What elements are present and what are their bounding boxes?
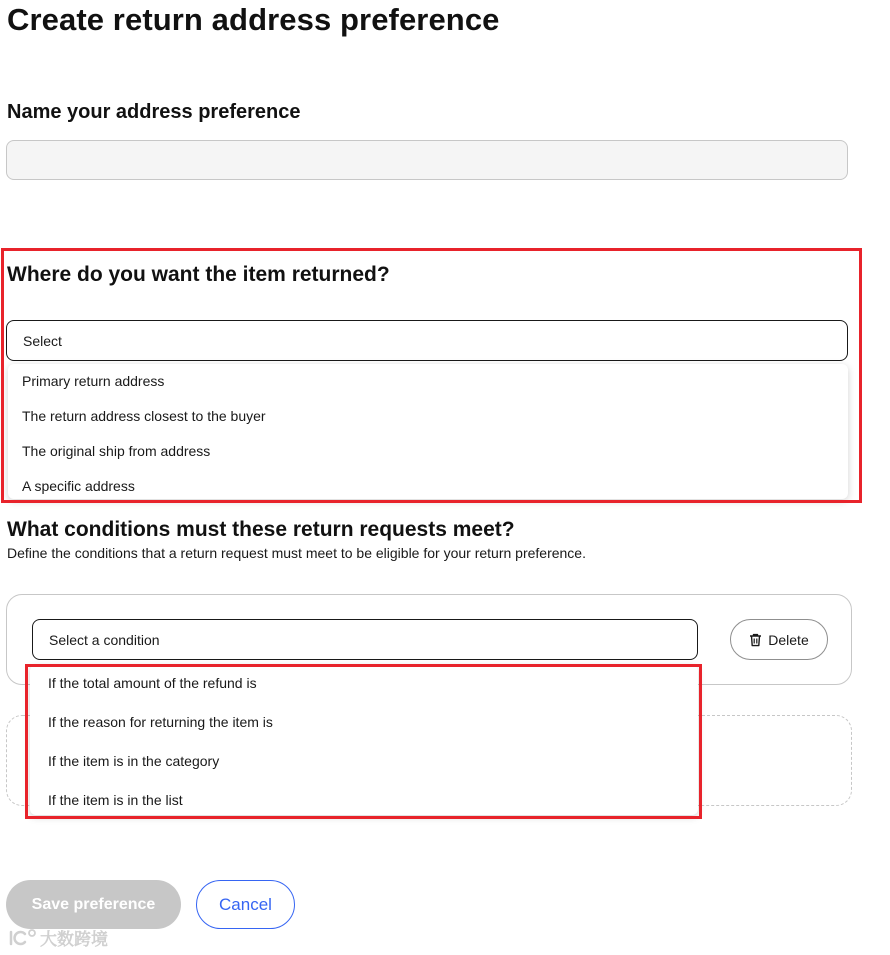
cancel-button[interactable]: Cancel: [196, 880, 295, 929]
conditions-description: Define the conditions that a return request must meet to be eligible for your return preference.: [7, 545, 586, 561]
return-location-heading: Where do you want the item returned?: [7, 263, 390, 286]
option-item-category[interactable]: If the item is in the category: [48, 753, 220, 769]
watermark-text: 大数跨境: [40, 930, 108, 950]
delete-condition-button[interactable]: [730, 619, 828, 660]
return-location-menu: [8, 364, 848, 499]
option-refund-amount[interactable]: If the total amount of the refund is: [48, 675, 257, 691]
conditions-heading: What conditions must these return requests meet?: [7, 518, 515, 541]
condition-menu: [30, 665, 698, 815]
return-location-select-value: Select: [23, 332, 62, 349]
name-heading: Name your address preference: [7, 101, 301, 123]
option-closest-to-buyer[interactable]: The return address closest to the buyer: [22, 408, 266, 424]
trash-icon: [749, 633, 762, 647]
option-specific-address[interactable]: A specific address: [22, 478, 135, 494]
delete-label: Delete: [768, 631, 809, 648]
watermark-logo-icon: [8, 928, 38, 948]
preference-name-input[interactable]: [6, 140, 848, 180]
watermark: [8, 925, 108, 950]
condition-select[interactable]: [32, 619, 698, 660]
page-title: Create return address preference: [7, 2, 500, 37]
save-preference-button[interactable]: Save preference: [6, 880, 181, 929]
option-primary-return-address[interactable]: Primary return address: [22, 373, 165, 389]
condition-select-value: Select a condition: [49, 631, 160, 648]
option-original-ship-from[interactable]: The original ship from address: [22, 443, 211, 459]
return-location-select[interactable]: [6, 320, 848, 361]
option-return-reason[interactable]: If the reason for returning the item is: [48, 714, 273, 730]
option-item-list[interactable]: If the item is in the list: [48, 792, 183, 808]
